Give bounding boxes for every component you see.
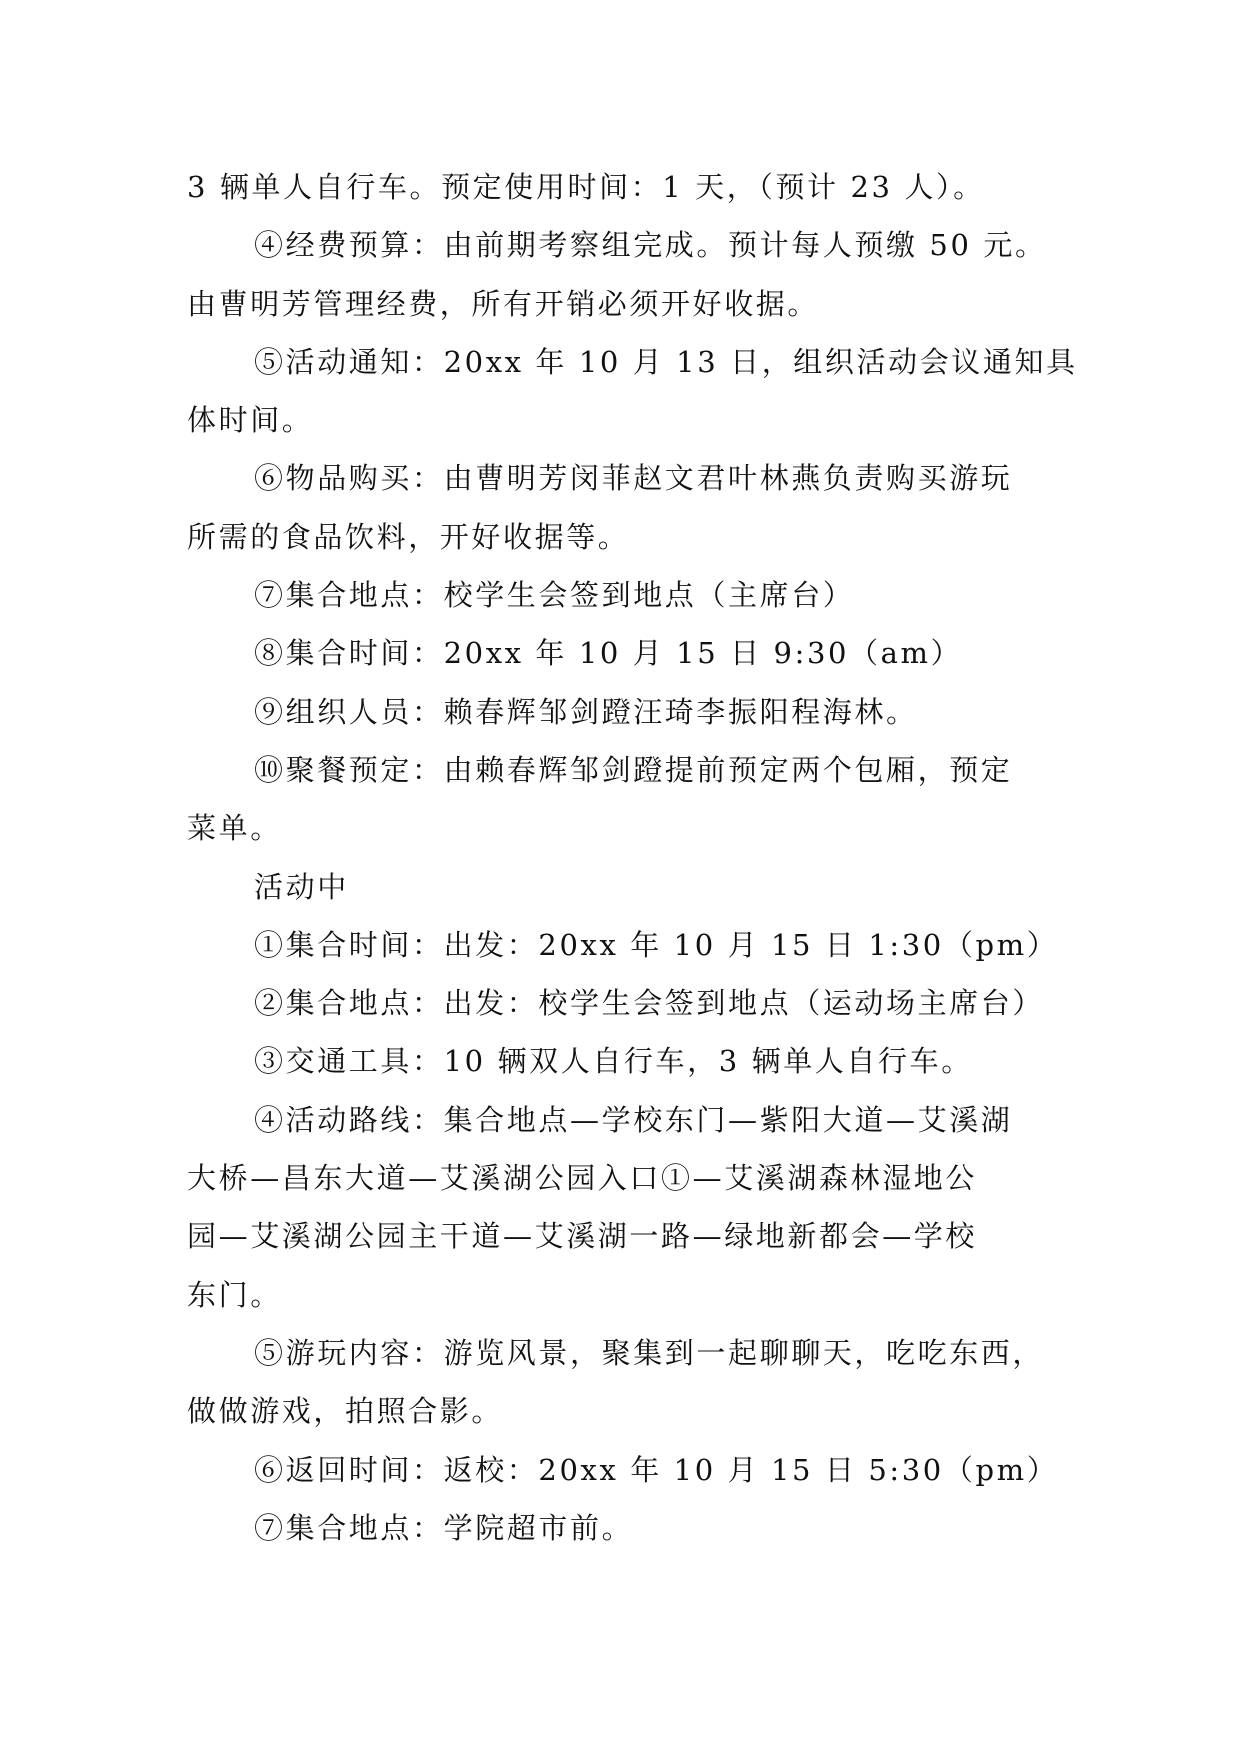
text-line: ⑧集合时间：20xx 年 10 月 15 日 9:30（am）	[254, 636, 963, 671]
text-line: ⑦集合地点：学院超市前。	[254, 1510, 634, 1545]
text-line: ④活动路线：集合地点—学校东门—紫阳大道—艾溪湖	[254, 1102, 1013, 1137]
text-line: ⑤活动通知：20xx 年 10 月 13 日，组织活动会议通知具	[254, 344, 1078, 379]
text-line: 所需的食品饮料，开好收据等。	[187, 519, 630, 554]
text-line: 东门。	[187, 1277, 282, 1312]
text-line: ⑨组织人员：赖春辉邹剑蹬汪琦李振阳程海林。	[254, 694, 918, 729]
document-body	[187, 158, 1078, 1557]
text-line: 做做游戏，拍照合影。	[187, 1394, 504, 1429]
section-heading: 活动中	[254, 869, 349, 904]
text-line: 3 辆单人自行车。预定使用时间：1 天，（预计 23 人）。	[187, 170, 985, 204]
text-line: ①集合时间：出发：20xx 年 10 月 15 日 1:30（pm）	[254, 927, 1059, 962]
text-line: ③交通工具：10 辆双人自行车，3 辆单人自行车。	[254, 1044, 973, 1079]
text-line: ⑤游玩内容：游览风景，聚集到一起聊聊天，吃吃东西，	[254, 1335, 1045, 1370]
text-line: 园—艾溪湖公园主干道—艾溪湖一路—绿地新都会—学校	[187, 1219, 978, 1254]
text-line: 由曹明芳管理经费，所有开销必须开好收据。	[187, 286, 820, 321]
text-line: 大桥—昌东大道—艾溪湖公园入口①—艾溪湖森林湿地公	[187, 1161, 978, 1196]
text-line: ⑦集合地点：校学生会签到地点（主席台）	[254, 578, 855, 613]
text-line: ⑥返回时间：返校：20xx 年 10 月 15 日 5:30（pm）	[254, 1452, 1059, 1487]
text-line: 菜单。	[187, 811, 282, 846]
text-line: ②集合地点：出发：校学生会签到地点（运动场主席台）	[254, 986, 1045, 1021]
text-line: 体时间。	[187, 403, 314, 438]
text-line: ④经费预算：由前期考察组完成。预计每人预缴 50 元。	[254, 228, 1047, 263]
text-line: ⑥物品购买：由曹明芳闵菲赵文君叶林燕负责购买游玩	[254, 461, 1013, 496]
text-line: ⑩聚餐预定：由赖春辉邹剑蹬提前预定两个包厢，预定	[254, 752, 1013, 787]
